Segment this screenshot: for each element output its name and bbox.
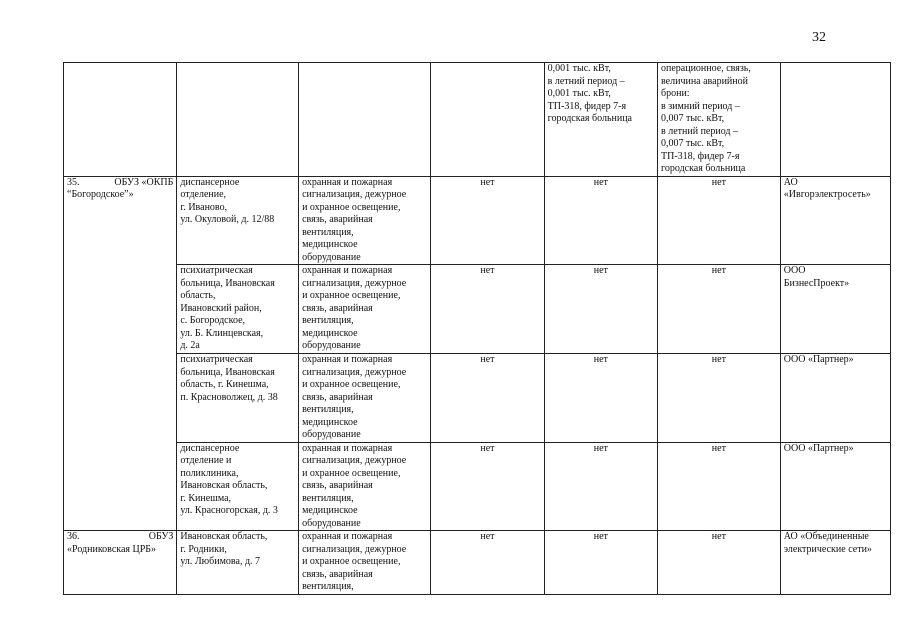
cell-col-b: нет [544,531,657,595]
systems-cell: охранная и пожарная сигнализация, дежурное и охранное освещение, связь, аварийная вентиляция, медицинское оборудование [299,354,431,443]
cell-col-b: нет [544,176,657,265]
provider-cell [780,63,890,177]
org-name-first: ОБУЗ [148,531,174,542]
cell-col-c: нет [658,265,781,354]
cell-col-c: операционное, связь, величина аварийной брони: в зимний период – 0,007 тыс. кВт, в летний период – 0,007 тыс. кВт, ТП-318, фидер 7-я городская больница [658,63,781,177]
cell-col-c: нет [658,354,781,443]
address-cell [177,63,299,177]
cell-col-a: нет [431,354,544,443]
systems-cell: охранная и пожарная сигнализация, дежурное и охранное освещение, связь, аварийная вентиляция, медицинское оборудование [299,442,431,531]
org-cell [64,531,177,595]
systems-cell [299,63,431,177]
provider-cell: ООО «Партнер» [780,354,890,443]
provider-cell: АО «Ивгорэлектросеть» [780,176,890,265]
cell-col-b: 0,001 тыс. кВт, в летний период – 0,001 тыс. кВт, ТП-318, фидер 7-я городская больница [544,63,657,177]
cell-col-a [431,63,544,177]
systems-cell: охранная и пожарная сигнализация, дежурное и охранное освещение, связь, аварийная вентиляция, медицинское оборудование [299,265,431,354]
org-cell [64,176,177,531]
provider-cell: АО «Объединенные электрические сети» [780,531,890,595]
org-number: 36. [67,531,80,542]
cell-col-a: нет [431,531,544,595]
cell-col-c: нет [658,176,781,265]
address-cell: психиатрическая больница, Ивановская область, Ивановский район, с. Богородское, ул. Б. Клинцевская, д. 2а [177,265,299,354]
table-row [64,531,891,595]
cell-col-b: нет [544,265,657,354]
address-cell: диспансерное отделение, г. Иваново, ул. Окуловой, д. 12/88 [177,176,299,265]
org-title-line [67,177,173,190]
org-name-rest: «Родниковская ЦРБ» [67,543,157,555]
cell-col-c: нет [658,531,781,595]
table-row [64,442,891,531]
cell-col-a: нет [431,265,544,354]
address-cell: Ивановская область, г. Родники, ул. Любимова, д. 7 [177,531,299,595]
org-number: 35. [67,176,80,188]
cell-col-a: нет [431,176,544,265]
power-supply-table [63,62,891,595]
cell-col-a: нет [431,442,544,531]
org-cell [64,63,177,177]
address-cell: психиатрическая больница, Ивановская область, г. Кинешма, п. Красноволжец, д. 38 [177,354,299,443]
provider-cell: ООО БизнесПроект» [780,265,890,354]
table-row [64,176,891,265]
table-row [64,265,891,354]
table-row-continuation [64,63,891,177]
cell-col-c: нет [658,442,781,531]
cell-col-b: нет [544,354,657,443]
systems-cell: охранная и пожарная сигнализация, дежурное и охранное освещение, связь, аварийная вентиляция, [299,531,431,595]
org-name-first: ОБУЗ «ОКПБ [114,176,174,188]
cell-col-b: нет [544,442,657,531]
page-number: 32 [812,30,826,45]
systems-cell: охранная и пожарная сигнализация, дежурное и охранное освещение, связь, аварийная вентиляция, медицинское оборудование [299,176,431,265]
org-title-line [67,531,173,544]
provider-cell: ООО «Партнер» [780,442,890,531]
table-row [64,354,891,443]
org-name-rest: “Богородское”» [67,189,134,200]
address-cell: диспансерное отделение и поликлиника, Ивановская область, г. Кинешма, ул. Красногорская, д. 3 [177,442,299,531]
